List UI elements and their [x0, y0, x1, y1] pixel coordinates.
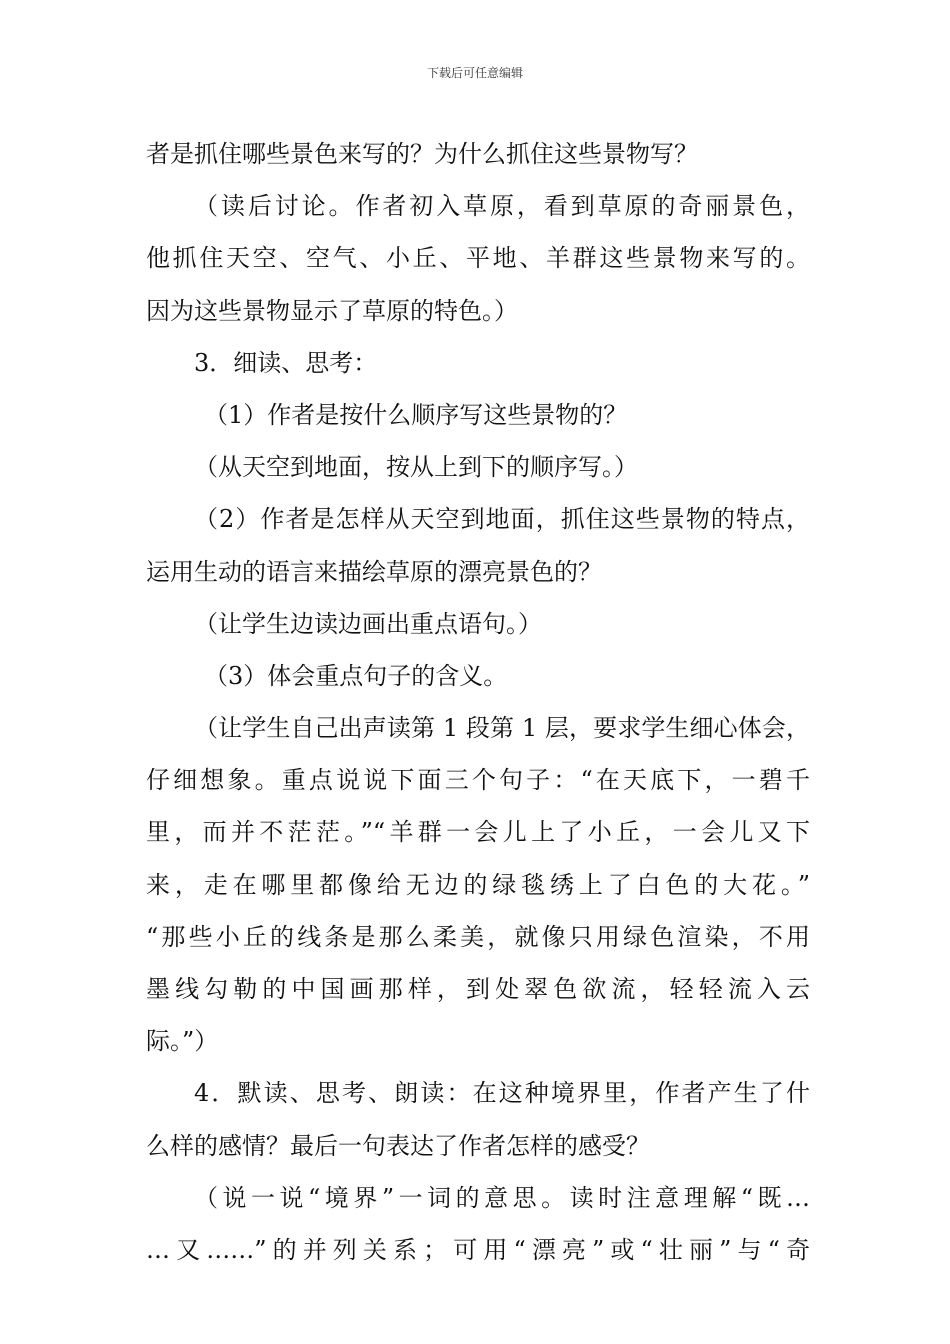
section-heading: 3．细读、思考：: [194, 348, 378, 377]
text-line: （读后讨论。作者初入草原，看到草原的奇丽景色，: [194, 192, 810, 221]
text-line: 来，走在哪里都像给无边的绿毯绣上了白色的大花。”: [146, 870, 810, 899]
text-line: 他抓住天空、空气、小丘、平地、羊群这些景物来写的。: [146, 244, 810, 273]
text-line: 么样的感情？最后一句表达了作者怎样的感受？: [146, 1131, 650, 1160]
text-line: （让学生边读边画出重点语句。）: [194, 609, 542, 638]
text-line: 墨线勾勒的中国画那样，到处翠色欲流，轻轻流入云: [146, 975, 810, 1003]
text-line: （让学生自己出声读第 1 段第 1 层，要求学生细心体会，: [194, 714, 810, 743]
text-line: （1）作者是按什么顺序写这些景物的？: [204, 400, 628, 429]
text-line: （说一说“境界”一词的意思。读时注意理解“既…: [194, 1183, 810, 1212]
document-body: [146, 128, 810, 1276]
text-line: （2）作者是怎样从天空到地面，抓住这些景物的特点，: [194, 505, 810, 534]
text-line: （从天空到地面，按从上到下的顺序写。）: [194, 453, 638, 482]
text-line: 运用生动的语言来描绘草原的漂亮景色的？: [146, 557, 602, 586]
text-line: （3）体会重点句子的含义。: [204, 661, 508, 690]
text-line: 仔细想象。重点说说下面三个句子：“在天底下，一碧千: [146, 766, 810, 795]
text-line: 里，而并不茫茫。”“羊群一会儿上了小丘，一会儿又下: [146, 818, 810, 847]
text-line: “那些小丘的线条是那么柔美，就像只用绿色渲染，不用: [146, 922, 810, 951]
page-header: 下载后可任意编辑: [426, 66, 523, 80]
text-line: 者是抓住哪些景色来写的？为什么抓住这些景物写？: [146, 140, 698, 168]
text-line: 际。”）: [146, 1027, 219, 1056]
section-heading: 4．默读、思考、朗读：在这种境界里，作者产生了什: [194, 1079, 810, 1108]
text-line: …又……”的并列关系；可用“漂亮”或“壮丽”与“奇: [146, 1235, 810, 1264]
text-line: 因为这些景物显示了草原的特色。）: [146, 296, 518, 325]
